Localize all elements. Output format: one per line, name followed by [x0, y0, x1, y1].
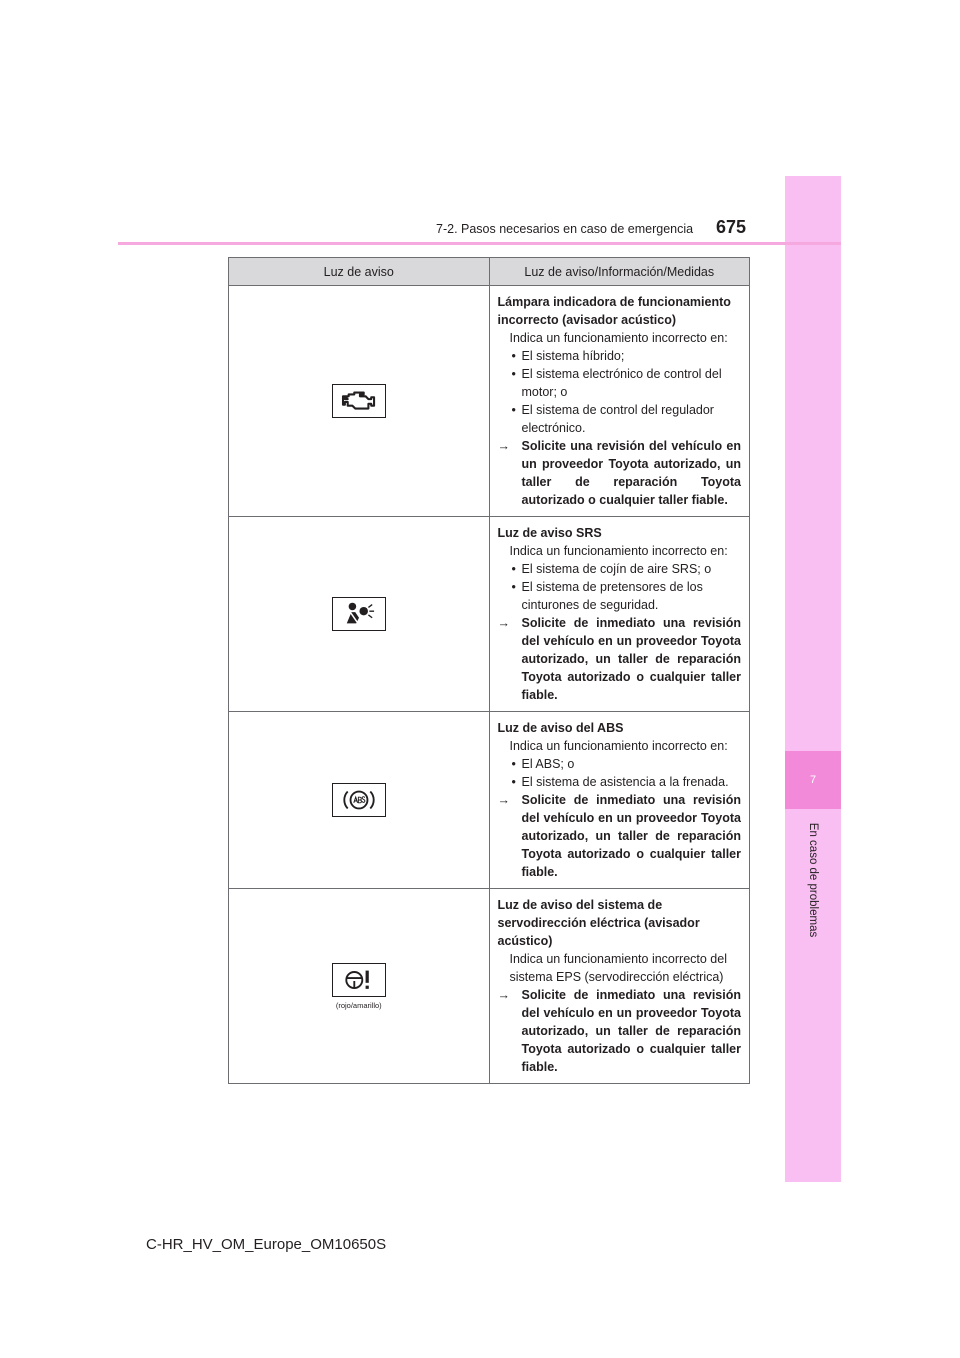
table-row — [229, 889, 750, 1084]
info-cell — [489, 286, 750, 517]
abs-icon — [332, 783, 386, 817]
info-cell — [489, 712, 750, 889]
table-row — [229, 286, 750, 517]
list-item: • El sistema de asistencia a la frenada. — [498, 773, 742, 791]
srs-airbag-icon — [332, 597, 386, 631]
column-header-info: Luz de aviso/Información/Medidas — [489, 258, 750, 286]
chapter-label: En caso de problemas — [807, 822, 819, 938]
row-title: Luz de aviso del sistema de servodirección eléctrica (avisador acústico) — [497, 898, 700, 948]
list-item: • El sistema híbrido; — [498, 347, 742, 365]
info-cell — [489, 889, 750, 1084]
row-title: Lámpara indicadora de funcionamiento incorrecto (avisador acústico) — [497, 295, 731, 327]
row-title: Luz de aviso del ABS — [497, 721, 624, 735]
list-item: • El ABS; o — [498, 755, 742, 773]
warning-lights-table — [228, 257, 750, 1084]
power-steering-icon — [332, 963, 386, 997]
list-item: • El sistema de control del regulador electrónico. — [498, 401, 742, 437]
document-code: C-HR_HV_OM_Europe_OM10650S — [146, 1236, 387, 1253]
header-divider — [118, 242, 841, 245]
section-title: 7-2. Pasos necesarios en caso de emergencia — [436, 222, 694, 236]
icon-cell — [229, 517, 490, 712]
icon-cell — [229, 889, 490, 1084]
chapter-number: 7 — [809, 774, 817, 786]
engine-check-icon — [332, 384, 386, 418]
table-row — [229, 712, 750, 889]
icon-cell — [229, 286, 490, 517]
list-item: • El sistema de pretensores de los cinturones de seguridad. — [498, 578, 742, 614]
row-title: Luz de aviso SRS — [497, 526, 602, 540]
icon-cell — [229, 712, 490, 889]
table-header-row — [229, 258, 750, 286]
icon-note: (rojo/amarillo) — [335, 1000, 382, 1010]
column-header-light: Luz de aviso — [229, 258, 490, 286]
row-action: → Solicite una revisión del vehículo en un proveedor Toyota autorizado, un taller de reparación Toyota autorizado o cualquier taller fiable. — [498, 437, 742, 509]
info-cell — [489, 517, 750, 712]
list-item: • El sistema electrónico de control del motor; o — [498, 365, 742, 401]
row-action: → Solicite de inmediato una revisión del vehículo en un proveedor Toyota autorizado, un taller de reparación Toyota autorizado o cualquier taller fiable. — [498, 614, 742, 704]
table-row — [229, 517, 750, 712]
list-item: • El sistema de cojín de aire SRS; o — [498, 560, 742, 578]
row-intro: Indica un funcionamiento incorrecto en: — [509, 739, 728, 753]
page-number: 675 — [716, 217, 747, 237]
row-action: → Solicite de inmediato una revisión del vehículo en un proveedor Toyota autorizado, un taller de reparación Toyota autorizado o cualquier taller fiable. — [498, 986, 742, 1076]
side-tab — [785, 176, 841, 1182]
row-intro: Indica un funcionamiento incorrecto en: — [509, 331, 728, 345]
row-intro: Indica un funcionamiento incorrecto en: — [509, 544, 728, 558]
row-action: → Solicite de inmediato una revisión del vehículo en un proveedor Toyota autorizado, un taller de reparación Toyota autorizado o cualquier taller fiable. — [498, 791, 742, 881]
row-intro: Indica un funcionamiento incorrecto del sistema EPS (servodirección eléctrica) — [509, 952, 727, 984]
